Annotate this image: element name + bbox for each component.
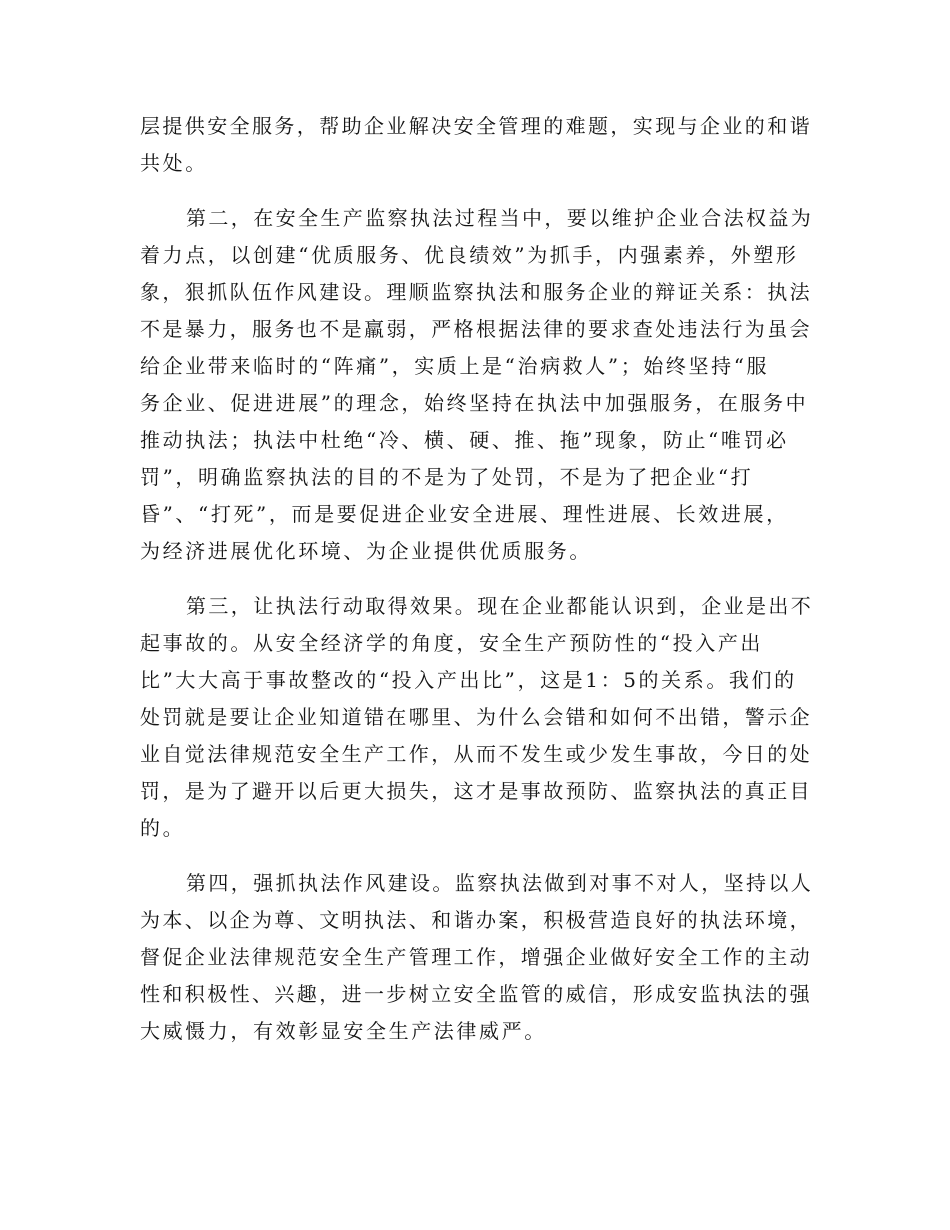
text-line: 务企业、促进进展”的理念，始终坚持在执法中加强服务，在服务中 [140,391,809,415]
text-line: 着力点，以创建“优质服务、优良绩效”为抓手，内强素养，外塑形 [140,243,799,267]
text-line: 为本、以企为尊、文明执法、和谐办案，积极营造良好的执法环境， [140,908,812,932]
text-line: 推动执法；执法中杜绝“冷、横、硬、推、拖”现象，防止“唯罚必 [140,428,789,452]
text-line: 不是暴力，服务也不是羸弱，严格根据法律的要求查处违法行为虽会 [140,317,812,341]
text-line: 第三，让执法行动取得效果。现在企业都能认识到，企业是出不 [186,594,814,618]
text-line: 第四，强抓执法作风建设。监察执法做到对事不对人，坚持以人 [186,871,814,895]
text-line: 第二，在安全生产监察执法过程当中，要以维护企业合法权益为 [186,206,814,230]
text-line: 性和积极性、兴趣，进一步树立安全监管的威信，形成安监执法的强 [140,982,812,1006]
text-line: 为经济进展优化环境、为企业提供优质服务。 [140,539,592,563]
text-line: 象，狠抓队伍作风建设。理顺监察执法和服务企业的辩证关系：执法 [140,280,812,304]
text-line: 共处。 [140,151,208,175]
text-line: 起事故的。从安全经济学的角度，安全生产预防性的“投入产出 [140,631,764,655]
text-line: 层提供安全服务，帮助企业解决安全管理的难题，实现与企业的和谐 [140,114,812,138]
text-line: 处罚就是要让企业知道错在哪里、为什么会错和如何不出错，警示企 [140,705,812,729]
text-line: 业自觉法律规范安全生产工作，从而不发生或少发生事故，今日的处 [140,742,812,766]
text-line: 罚”，明确监察执法的目的不是为了处罚，不是为了把企业“打 [140,465,754,489]
text-line: 大威慑力，有效彰显安全生产法律威严。 [140,1019,547,1043]
text-line: 罚，是为了避开以后更大损失，这才是事故预防、监察执法的真正目 [140,779,812,803]
text-line: 比”大大高于事故整改的“投入产出比”，这是1：5的关系。我们的 [140,668,797,692]
text-line: 昏”、“打死”，而是要促进企业安全进展、理性进展、长效进展， [140,502,789,526]
text-line: 督促企业法律规范安全生产管理工作，增强企业做好安全工作的主动 [140,945,812,969]
text-line: 给企业带来临时的“阵痛”，实质上是“治病救人”；始终坚持“服 [140,354,770,378]
text-line: 的。 [140,816,186,840]
